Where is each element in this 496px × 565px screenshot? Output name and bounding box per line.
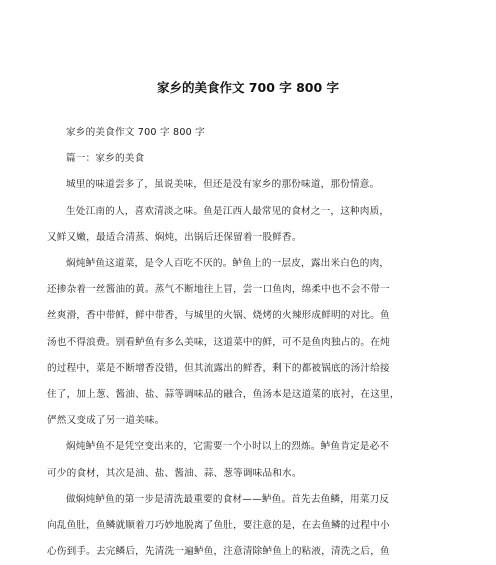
- text-line: 向乱鱼肚，鱼鳞就顺着刀巧妙地脱离了鱼肚，要注意的是，在去鱼鳞的过程中小: [47, 520, 390, 532]
- text-line: 俨然又变成了另一道美味。: [47, 415, 165, 427]
- document-body: [47, 120, 447, 565]
- text-line: 汤也不得浪费。别看鲈鱼有多么美味，这道菜中的鲜，可不是鱼肉独占的。在炖: [47, 336, 390, 348]
- text-line: 心伤到手。去完鳞后，先清洗一遍鲈鱼，注意清除鲈鱼上的粘液，清洗之后，鱼: [47, 546, 390, 558]
- text-line: 丝爽滑，香中带鲜，鲜中带香，与城里的火锅、烧烤的火辣形成鲜明的对比。鱼: [47, 310, 390, 322]
- text-line: 篇一：家乡的美食: [66, 153, 145, 165]
- document-title: 家乡的美食作文 700 字 800 字: [156, 80, 340, 95]
- text-line: 又鲜又嫩，最适合清蒸、焖炖，出锅后还保留着一股鲜香。: [47, 231, 302, 243]
- text-line: 可少的食材，其次是油、盐、酱油、蒜、葱等调味品和水。: [47, 467, 302, 479]
- text-line: 家乡的美食作文 700 字 800 字: [66, 127, 205, 138]
- text-line: 做焖炖鲈鱼的第一步是清洗最重要的食材——鲈鱼。首先去鱼鳞，用菜刀反: [66, 493, 390, 505]
- text-line: 焖炖鲈鱼这道菜，是令人百吃不厌的。鲈鱼上的一层皮，露出米白色的肉，: [66, 258, 390, 270]
- text-line: 还掺杂着一丝酱油的黄。蒸气不断地往上冒，尝一口鱼肉，绵柔中也不会不带一: [47, 284, 390, 296]
- text-line: 焖炖鲈鱼不是凭空变出来的，它需要一个小时以上的烈炼。鲈鱼肯定是必不: [66, 441, 390, 453]
- text-line: 的过程中，菜是不断增香没错，但其流露出的鲜香，剩下的都被锅底的汤汁给接: [47, 362, 390, 374]
- text-line: 生处江南的人，喜欢清淡之味。鱼是江西人最常见的食材之一，这种肉质，: [66, 205, 390, 217]
- text-line: 城里的味道尝多了，虽说美味，但还是没有家乡的那份味道，那份情意。: [66, 179, 380, 191]
- text-line: 住了，加上葱、酱油、盐、蒜等调味品的融合，鱼汤本是这道菜的底衬，在这里，: [47, 389, 400, 401]
